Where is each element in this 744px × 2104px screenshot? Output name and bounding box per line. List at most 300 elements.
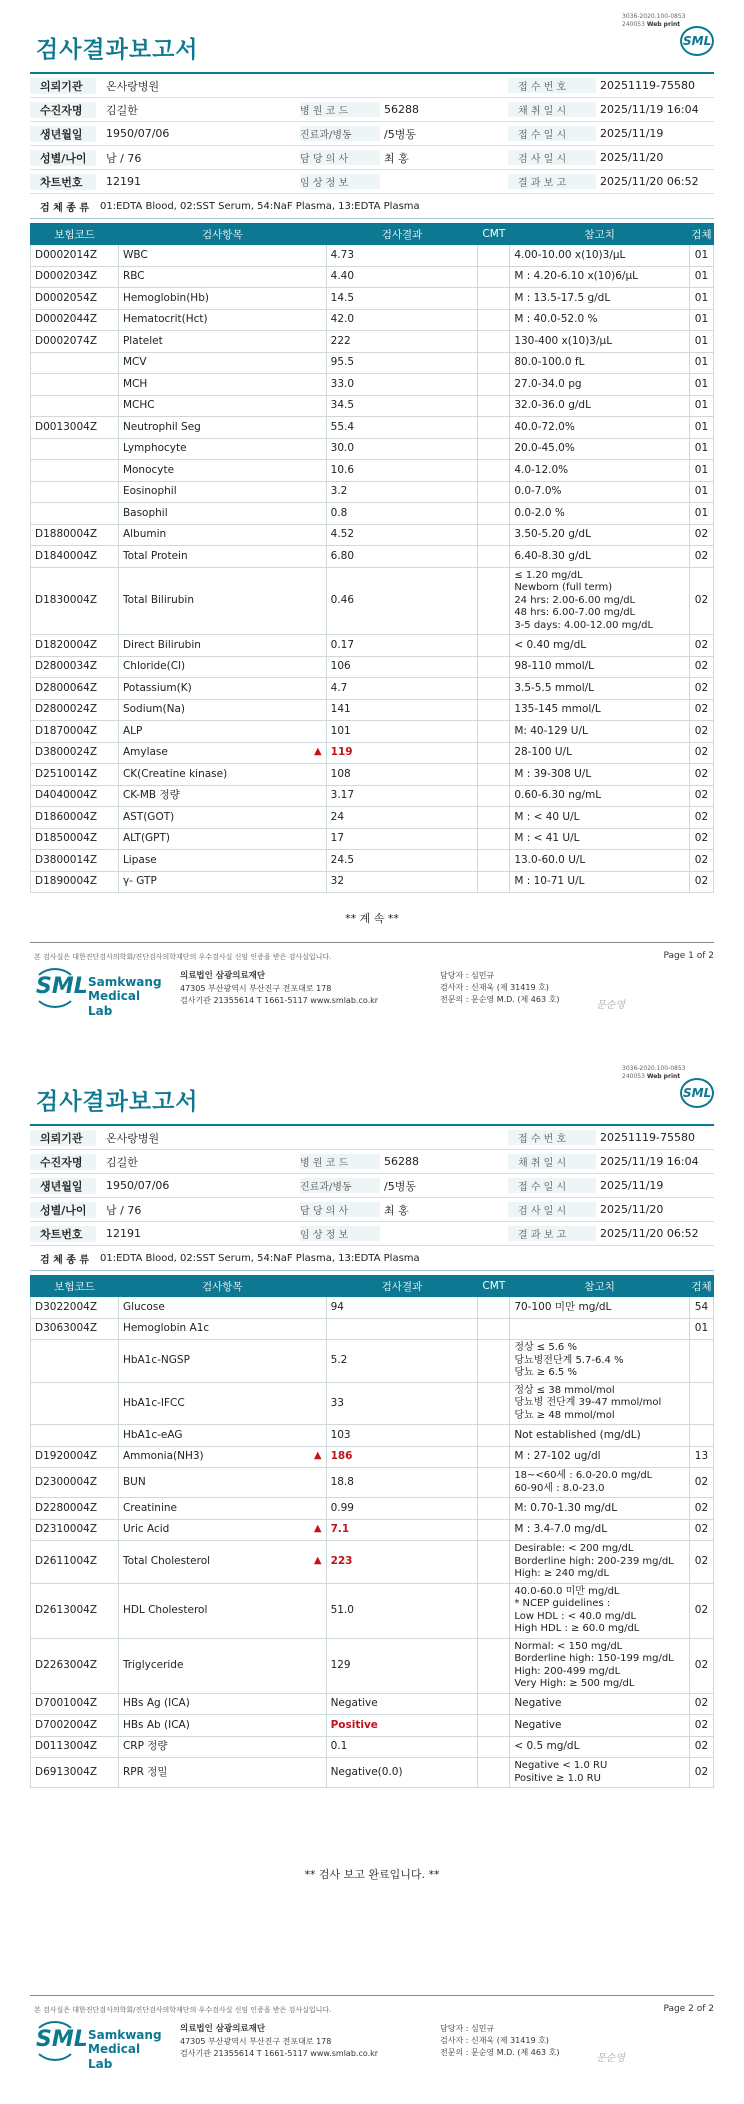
- reference-range: [510, 1446, 690, 1468]
- result-row: [31, 721, 714, 743]
- test-name: Albumin: [118, 524, 326, 546]
- test-name: Potassium(K): [118, 678, 326, 700]
- test-name: Uric Acid ▲: [118, 1519, 326, 1541]
- result-row: [31, 1758, 714, 1788]
- reference-line: High: ≥ 240 mg/dL: [514, 1568, 610, 1579]
- lab-staff: 담당자 : 심민규 검사자 : 신재욱 (제 31419 호) 전문의 : 문순영 M.D. (제 463 호): [440, 2024, 560, 2057]
- test-name: Total Cholesterol ▲: [118, 1541, 326, 1584]
- results-table-2: [30, 1275, 714, 1788]
- test-code: [31, 1425, 119, 1447]
- result-row: [31, 567, 714, 635]
- reference-line: 20.0-45.0%: [514, 442, 575, 455]
- test-code: D1920004Z: [31, 1446, 119, 1468]
- test-code: D2300004Z: [31, 1468, 119, 1498]
- hospcode-label: 병 원 코 드: [300, 102, 380, 117]
- reference-line: Desirable: < 200 mg/dL: [514, 1543, 634, 1554]
- test-code: [31, 395, 119, 417]
- result-row: [31, 1715, 714, 1737]
- test-result: 14.5: [326, 288, 478, 310]
- test-code: D0002054Z: [31, 288, 119, 310]
- test-comment: [478, 785, 510, 807]
- reference-line: 4.00-10.00 x(10)3/µL: [514, 248, 626, 261]
- reference-line: Borderline high: 150-199 mg/dL: [514, 1653, 674, 1664]
- reference-line: Newborn (full term): [514, 582, 613, 593]
- reference-range: [510, 1583, 690, 1638]
- reference-line: Not established (mg/dL): [514, 1428, 641, 1441]
- test-code: D2800024Z: [31, 699, 119, 721]
- chart-label: 차트번호: [30, 174, 96, 190]
- test-comment: [478, 1425, 510, 1447]
- test-code: D0002014Z: [31, 245, 119, 267]
- reference-line: Very High: ≥ 500 mg/dL: [514, 1678, 635, 1689]
- test-result: 30.0: [326, 438, 478, 460]
- result-row: [31, 288, 714, 310]
- patient-label: 수진자명: [30, 102, 96, 118]
- result-row: [31, 1425, 714, 1447]
- reference-range: [510, 1638, 690, 1693]
- test-result: 101: [326, 721, 478, 743]
- result-row: [31, 1693, 714, 1715]
- recv-label: 접 수 일 시: [508, 126, 596, 141]
- specimen-label: 검 체 종 류: [40, 1254, 90, 1266]
- sex-age-value: 남 / 76: [106, 1203, 142, 1217]
- test-comment: [478, 352, 510, 374]
- continued-note: ** 계 속 **: [345, 912, 399, 925]
- result-row: [31, 1638, 714, 1693]
- test-result: 24.5: [326, 850, 478, 872]
- test-name: HBs Ag (ICA): [118, 1693, 326, 1715]
- reference-range: [510, 1340, 690, 1383]
- test-code: D3800024Z: [31, 742, 119, 764]
- test-result: 186: [326, 1446, 478, 1468]
- test-name: HDL Cholesterol: [118, 1583, 326, 1638]
- certification-note: 본 검사실은 대한진단검사의학회/진단검사의학재단의 우수검사실 신임 인증을 받은 검사실입니다.: [34, 953, 332, 961]
- test-date-value: 2025/11/20: [600, 1203, 664, 1216]
- dob-label: 생년월일: [30, 1178, 96, 1194]
- reference-line: Positive ≥ 1.0 RU: [514, 1772, 601, 1784]
- reference-range: [510, 1297, 690, 1319]
- dept-label: 진료과/병동: [300, 1178, 380, 1193]
- test-result: 0.1: [326, 1736, 478, 1758]
- doctor-label: 담 당 의 사: [300, 150, 380, 165]
- test-code: D1850004Z: [31, 828, 119, 850]
- test-result: 141: [326, 699, 478, 721]
- test-comment: [478, 1693, 510, 1715]
- test-code: D7002004Z: [31, 1715, 119, 1737]
- reference-range: [510, 1758, 690, 1788]
- test-name: Total Bilirubin: [118, 567, 326, 635]
- reference-line: 당뇨 ≥ 48 mmol/mol: [514, 1409, 615, 1421]
- test-code: D2611004Z: [31, 1541, 119, 1584]
- reference-range: [510, 309, 690, 331]
- reference-range: [510, 266, 690, 288]
- result-row: [31, 828, 714, 850]
- test-code: D0002034Z: [31, 266, 119, 288]
- test-comment: [478, 524, 510, 546]
- specimen-code: 02: [689, 699, 713, 721]
- receipt-value: 20251119-75580: [600, 1131, 695, 1144]
- clinical-label: 임 상 정 보: [300, 1226, 380, 1241]
- test-comment: [478, 1519, 510, 1541]
- test-result: 42.0: [326, 309, 478, 331]
- receipt-label: 접 수 번 호: [508, 1130, 596, 1145]
- reference-range: [510, 828, 690, 850]
- collect-label: 채 취 일 시: [508, 1154, 596, 1169]
- test-code: D2800034Z: [31, 656, 119, 678]
- reference-line: 80.0-100.0 fL: [514, 356, 585, 369]
- reference-line: M: 0.70-1.30 mg/dL: [514, 1501, 618, 1514]
- test-comment: [478, 1736, 510, 1758]
- specimen-code: 02: [689, 1736, 713, 1758]
- reference-line: 60-90세 : 8.0-23.0: [514, 1482, 605, 1494]
- reference-line: 0.60-6.30 ng/mL: [514, 789, 602, 802]
- test-name: Amylase ▲: [118, 742, 326, 764]
- reference-range: [510, 1425, 690, 1447]
- reference-range: [510, 395, 690, 417]
- test-result: 223: [326, 1541, 478, 1584]
- reference-line: 27.0-34.0 pg: [514, 377, 582, 390]
- specimen-code: 02: [689, 1758, 713, 1788]
- sml-logo: SML: [680, 26, 714, 56]
- specimen-code: 01: [689, 288, 713, 310]
- reference-line: M : 40.0-52.0 %: [514, 313, 598, 326]
- result-row: [31, 678, 714, 700]
- test-comment: [478, 1297, 510, 1319]
- reference-line: 28-100 U/L: [514, 746, 572, 759]
- test-code: D2800064Z: [31, 678, 119, 700]
- test-comment: [478, 503, 510, 525]
- certification-note: 본 검사실은 대한진단검사의학회/진단검사의학재단의 우수검사실 신임 인증을 받은 검사실입니다.: [34, 2006, 332, 2014]
- reference-line: Negative < 1.0 RU: [514, 1760, 608, 1771]
- test-name: Hemoglobin A1c: [118, 1318, 326, 1340]
- lab-staff: 담당자 : 심민규 검사자 : 신재욱 (제 31419 호) 전문의 : 문순영 M.D. (제 463 호): [440, 971, 560, 1004]
- col-cmt: CMT: [478, 1276, 510, 1297]
- reference-range: [510, 807, 690, 829]
- test-date-label: 검 사 일 시: [508, 150, 596, 165]
- document-code: 3036-2020.100-0853 240053 Web print: [622, 13, 686, 28]
- reference-range: [510, 742, 690, 764]
- high-flag-icon: ▲: [313, 1523, 322, 1535]
- col-ref: 참고치: [510, 224, 690, 245]
- test-comment: [478, 721, 510, 743]
- reference-line: Negative: [514, 1697, 562, 1710]
- report-date-label: 결 과 보 고: [508, 174, 596, 189]
- test-result: 24: [326, 807, 478, 829]
- result-row: [31, 1318, 714, 1340]
- report-title: 검사결과보고서: [36, 37, 199, 63]
- test-name: HBs Ab (ICA): [118, 1715, 326, 1737]
- test-comment: [478, 1583, 510, 1638]
- document-code: 3036-2020.100-0853 240053 Web print: [622, 1065, 686, 1080]
- test-code: D0002074Z: [31, 331, 119, 353]
- col-ref: 참고치: [510, 1276, 690, 1297]
- reference-line: 6.40-8.30 g/dL: [514, 549, 591, 562]
- reference-line: High: 200-499 mg/dL: [514, 1665, 621, 1677]
- test-comment: [478, 567, 510, 635]
- reference-line: M : < 40 U/L: [514, 810, 580, 823]
- reference-range: [510, 1519, 690, 1541]
- test-name: Direct Bilirubin: [118, 635, 326, 657]
- test-name: Lymphocyte: [118, 438, 326, 460]
- test-code: D7001004Z: [31, 1693, 119, 1715]
- test-code: D1820004Z: [31, 635, 119, 657]
- test-name: HbA1c-NGSP: [118, 1340, 326, 1383]
- reference-line: 정상 ≤ 38 mmol/mol: [514, 1384, 615, 1396]
- test-code: D2613004Z: [31, 1583, 119, 1638]
- test-result: 108: [326, 764, 478, 786]
- test-name: Glucose: [118, 1297, 326, 1319]
- test-name: γ- GTP: [118, 871, 326, 893]
- reference-line: 정상 ≤ 5.6 %: [514, 1342, 577, 1353]
- test-comment: [478, 245, 510, 267]
- result-row: [31, 656, 714, 678]
- test-code: D3800014Z: [31, 850, 119, 872]
- result-row: [31, 1468, 714, 1498]
- test-result: 3.17: [326, 785, 478, 807]
- dob-value: 1950/07/06: [106, 127, 170, 140]
- high-flag-icon: ▲: [313, 1450, 322, 1462]
- doctor-label: 담 당 의 사: [300, 1202, 380, 1217]
- test-name: Creatinine: [118, 1498, 326, 1520]
- reference-range: [510, 1468, 690, 1498]
- test-result: 5.2: [326, 1340, 478, 1383]
- specimen-code: 02: [689, 1638, 713, 1693]
- reference-line: 98-110 mmol/L: [514, 660, 595, 673]
- doctor-signature: 문순영: [596, 1000, 625, 1011]
- report-date-value: 2025/11/20 06:52: [600, 175, 699, 188]
- test-result: 0.99: [326, 1498, 478, 1520]
- test-comment: [478, 871, 510, 893]
- test-code: D1880004Z: [31, 524, 119, 546]
- col-specimen: 검체: [689, 1276, 713, 1297]
- test-code: D2510014Z: [31, 764, 119, 786]
- test-comment: [478, 1758, 510, 1788]
- page-number: Page 2 of 2: [663, 2004, 714, 2014]
- result-row: [31, 352, 714, 374]
- test-name: Triglyceride: [118, 1638, 326, 1693]
- specimen-code: 01: [689, 266, 713, 288]
- test-name: RBC: [118, 266, 326, 288]
- samkwang-logo: SML Samkwang Medical Lab: [36, 968, 148, 1008]
- reference-line: M: 40-129 U/L: [514, 724, 588, 737]
- specimen-value: 01:EDTA Blood, 02:SST Serum, 54:NaF Plasma, 13:EDTA Plasma: [100, 1252, 420, 1264]
- specimen-code: 02: [689, 1583, 713, 1638]
- patient-value: 김길한: [106, 103, 138, 117]
- test-result: 18.8: [326, 1468, 478, 1498]
- collect-value: 2025/11/19 16:04: [600, 103, 699, 116]
- specimen-code: 02: [689, 567, 713, 635]
- result-row: [31, 1519, 714, 1541]
- test-name: Monocyte: [118, 460, 326, 482]
- result-row: [31, 785, 714, 807]
- test-code: [31, 460, 119, 482]
- reference-range: [510, 417, 690, 439]
- test-name: Total Protein: [118, 546, 326, 568]
- specimen-code: 02: [689, 764, 713, 786]
- test-code: D2280004Z: [31, 1498, 119, 1520]
- reference-range: [510, 288, 690, 310]
- test-date-label: 검 사 일 시: [508, 1202, 596, 1217]
- test-comment: [478, 1541, 510, 1584]
- test-result: 7.1: [326, 1519, 478, 1541]
- test-result: 0.8: [326, 503, 478, 525]
- test-comment: [478, 309, 510, 331]
- institution-label: 의뢰기관: [30, 1130, 96, 1146]
- institution-value: 온사랑병원: [106, 79, 160, 93]
- reference-line: ≤ 1.20 mg/dL: [514, 569, 583, 581]
- result-row: [31, 742, 714, 764]
- specimen-code: 02: [689, 850, 713, 872]
- reference-range: [510, 1318, 690, 1340]
- result-row: [31, 309, 714, 331]
- result-row: [31, 1583, 714, 1638]
- reference-range: [510, 721, 690, 743]
- receipt-value: 20251119-75580: [600, 79, 695, 92]
- result-row: [31, 1297, 714, 1319]
- test-name: Hemoglobin(Hb): [118, 288, 326, 310]
- test-code: D1860004Z: [31, 807, 119, 829]
- reference-line: 48 hrs: 6.00-7.00 mg/dL: [514, 607, 636, 618]
- reference-range: [510, 481, 690, 503]
- col-code: 보험코드: [31, 1276, 119, 1297]
- institution-label: 의뢰기관: [30, 78, 96, 94]
- institution-value: 온사랑병원: [106, 1131, 160, 1145]
- reference-range: [510, 635, 690, 657]
- test-comment: [478, 1446, 510, 1468]
- reference-range: [510, 1498, 690, 1520]
- test-name: ALP: [118, 721, 326, 743]
- doctor-signature: 문순영: [596, 2053, 625, 2064]
- sml-logo: SML: [680, 1078, 714, 1108]
- reference-line: < 0.5 mg/dL: [514, 1740, 580, 1753]
- page-number: Page 1 of 2: [663, 951, 714, 961]
- specimen-code: 01: [689, 245, 713, 267]
- result-row: [31, 266, 714, 288]
- reference-line: 130-400 x(10)3/µL: [514, 334, 613, 347]
- test-code: [31, 438, 119, 460]
- test-comment: [478, 807, 510, 829]
- specimen-code: 01: [689, 352, 713, 374]
- reference-line: * NCEP guidelines :: [514, 1598, 611, 1609]
- result-row: [31, 699, 714, 721]
- test-comment: [478, 331, 510, 353]
- test-comment: [478, 1382, 510, 1425]
- specimen-code: 02: [689, 1693, 713, 1715]
- reference-range: [510, 352, 690, 374]
- reference-range: [510, 374, 690, 396]
- reference-line: 0.0-7.0%: [514, 485, 562, 498]
- test-result: 34.5: [326, 395, 478, 417]
- specimen-code: 01: [689, 503, 713, 525]
- reference-range: [510, 460, 690, 482]
- test-code: D1870004Z: [31, 721, 119, 743]
- specimen-code: 01: [689, 438, 713, 460]
- reference-range: [510, 503, 690, 525]
- specimen-code: 01: [689, 331, 713, 353]
- test-code: D0002044Z: [31, 309, 119, 331]
- test-name: Eosinophil: [118, 481, 326, 503]
- test-date-value: 2025/11/20: [600, 151, 664, 164]
- result-row: [31, 1498, 714, 1520]
- reference-range: [510, 1693, 690, 1715]
- result-row: [31, 1446, 714, 1468]
- test-name: Ammonia(NH3) ▲: [118, 1446, 326, 1468]
- test-code: [31, 1340, 119, 1383]
- test-comment: [478, 699, 510, 721]
- test-name: Neutrophil Seg: [118, 417, 326, 439]
- test-code: D3063004Z: [31, 1318, 119, 1340]
- reference-line: 3.5-5.5 mmol/L: [514, 681, 595, 694]
- patient-header: [30, 1124, 714, 1271]
- reference-range: [510, 850, 690, 872]
- reference-line: 4.0-12.0%: [514, 463, 569, 476]
- test-name: Lipase: [118, 850, 326, 872]
- test-name: Sodium(Na): [118, 699, 326, 721]
- test-result: 106: [326, 656, 478, 678]
- specimen-code: 02: [689, 721, 713, 743]
- test-result: 32: [326, 871, 478, 893]
- specimen-code: 02: [689, 1498, 713, 1520]
- specimen-value: 01:EDTA Blood, 02:SST Serum, 54:NaF Plasma, 13:EDTA Plasma: [100, 200, 420, 212]
- result-row: [31, 635, 714, 657]
- specimen-code: 02: [689, 807, 713, 829]
- recv-value: 2025/11/19: [600, 127, 664, 140]
- high-flag-icon: ▲: [313, 746, 322, 758]
- recv-value: 2025/11/19: [600, 1179, 664, 1192]
- test-result: 55.4: [326, 417, 478, 439]
- test-code: D0013004Z: [31, 417, 119, 439]
- reference-line: 24 hrs: 2.00-6.00 mg/dL: [514, 594, 636, 606]
- test-result: 51.0: [326, 1583, 478, 1638]
- doctor-value: 최 홍: [384, 1203, 409, 1217]
- samkwang-logo: SML Samkwang Medical Lab: [36, 2021, 148, 2061]
- test-name: WBC: [118, 245, 326, 267]
- test-code: D4040004Z: [31, 785, 119, 807]
- specimen-code: 02: [689, 656, 713, 678]
- col-result: 검사결과: [326, 224, 478, 245]
- test-code: [31, 374, 119, 396]
- specimen-code: 13: [689, 1446, 713, 1468]
- specimen-code: 02: [689, 1541, 713, 1584]
- reference-line: M : 3.4-7.0 mg/dL: [514, 1523, 608, 1536]
- reference-line: 당뇨병전단계 5.7-6.4 %: [514, 1354, 624, 1366]
- test-comment: [478, 764, 510, 786]
- patient-label: 수진자명: [30, 1154, 96, 1170]
- reference-range: [510, 567, 690, 635]
- report-complete-note: ** 검사 보고 완료입니다. **: [304, 1868, 440, 1881]
- reference-line: Negative: [514, 1718, 562, 1731]
- test-name: AST(GOT): [118, 807, 326, 829]
- reference-range: [510, 785, 690, 807]
- reference-range: [510, 546, 690, 568]
- result-row: [31, 807, 714, 829]
- test-result: Positive: [326, 1715, 478, 1737]
- reference-line: 13.0-60.0 U/L: [514, 853, 586, 866]
- reference-line: Low HDL : < 40.0 mg/dL: [514, 1610, 637, 1622]
- reference-range: [510, 699, 690, 721]
- hospcode-value: 56288: [384, 1155, 419, 1168]
- reference-line: 18~<60세 : 6.0-20.0 mg/dL: [514, 1470, 653, 1481]
- test-code: D2263004Z: [31, 1638, 119, 1693]
- reference-line: 40.0-72.0%: [514, 420, 575, 433]
- test-result: 33.0: [326, 374, 478, 396]
- recv-label: 접 수 일 시: [508, 1178, 596, 1193]
- test-name: CK(Creatine kinase): [118, 764, 326, 786]
- test-code: D2310004Z: [31, 1519, 119, 1541]
- test-name: HbA1c-IFCC: [118, 1382, 326, 1425]
- test-result: 94: [326, 1297, 478, 1319]
- reference-line: Borderline high: 200-239 mg/dL: [514, 1555, 674, 1567]
